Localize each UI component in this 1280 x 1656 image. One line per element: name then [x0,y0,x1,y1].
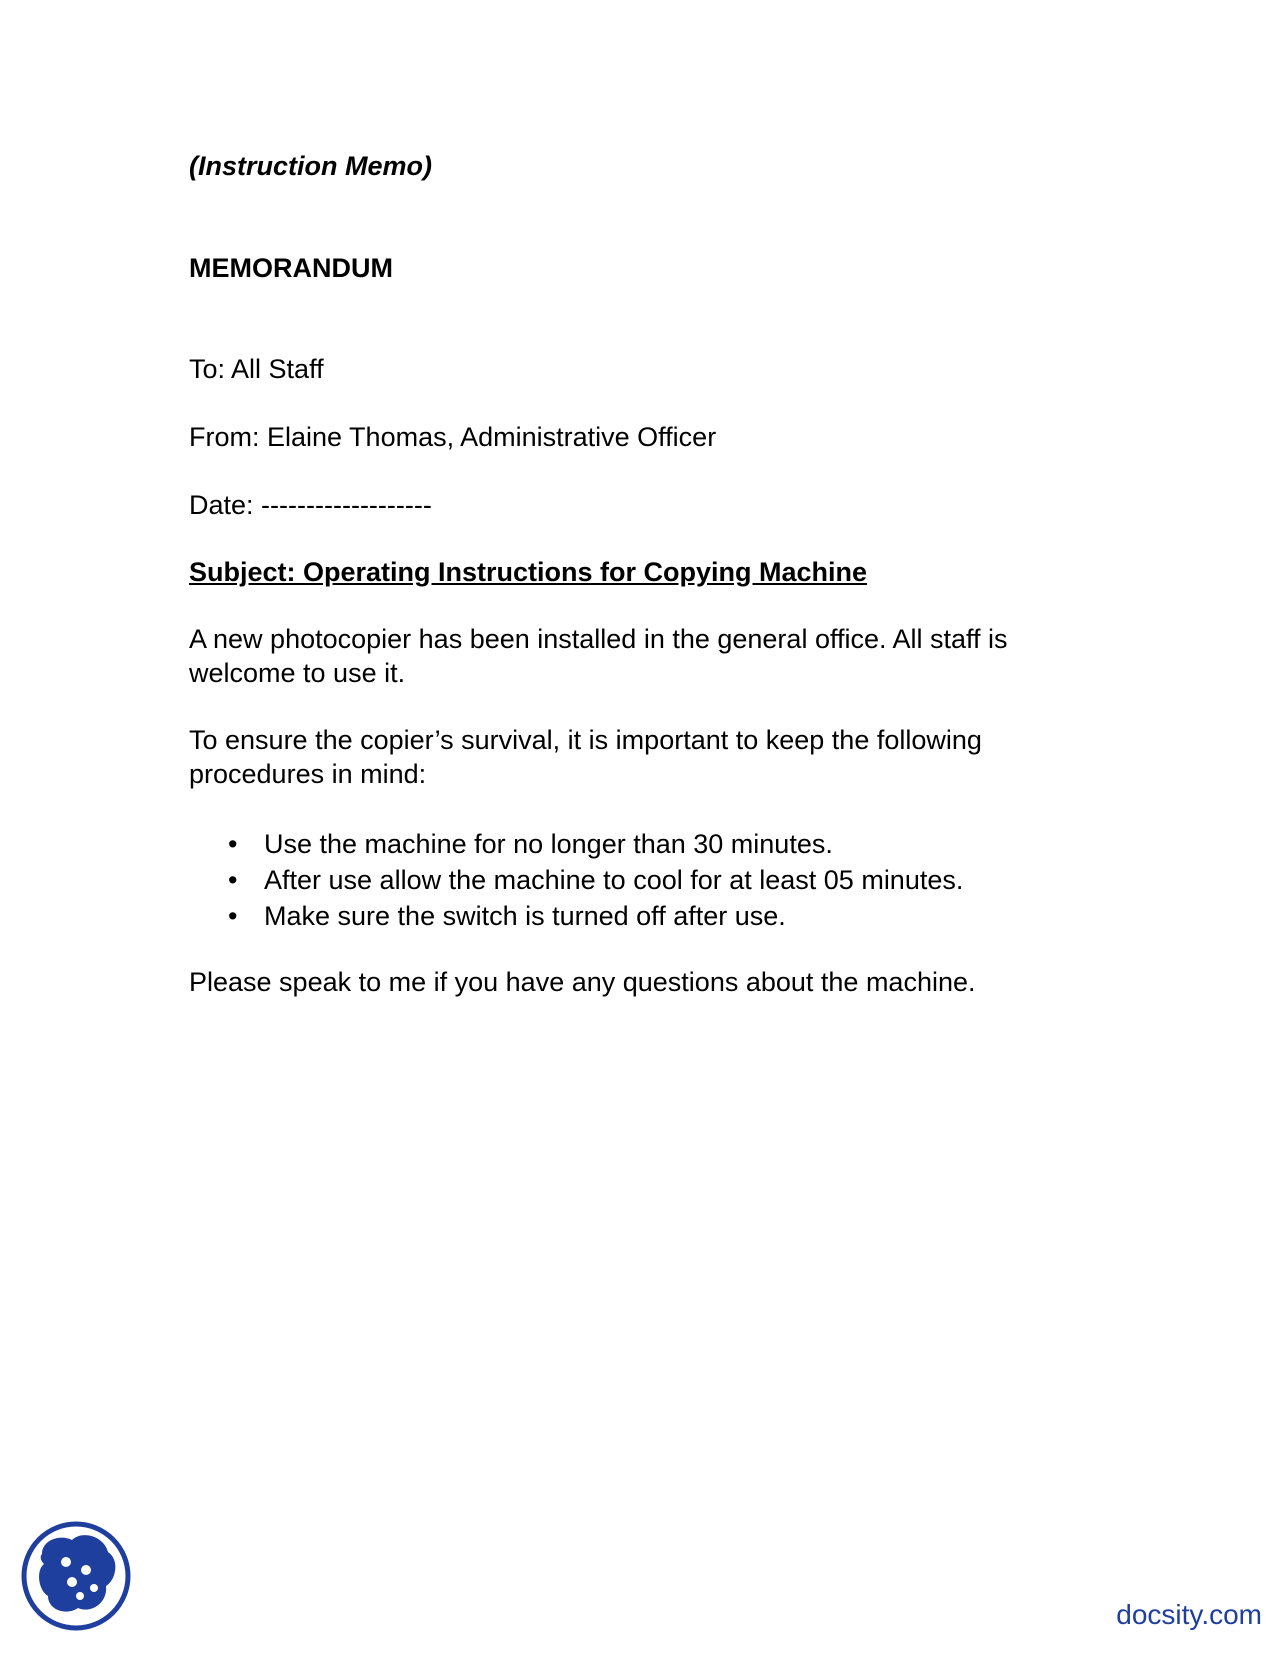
memo-type-label: (Instruction Memo) [189,151,432,181]
list-item-text: Use the machine for no longer than 30 minutes. [264,829,833,859]
memo-closing: Please speak to me if you have any questions about the machine. [189,967,976,997]
memo-heading: MEMORANDUM [189,253,393,283]
procedure-list [189,826,963,934]
docsity-brand-link[interactable]: docsity.com [1116,1599,1262,1630]
list-item [189,862,963,898]
bullet-icon: • [228,829,238,859]
list-item-text: After use allow the machine to cool for at least 05 minutes. [264,865,964,895]
bullet-icon: • [228,901,238,931]
docsity-logo-icon [20,1520,132,1632]
memo-subject: Subject: Operating Instructions for Copying Machine [189,557,868,587]
list-item [189,898,963,934]
bullet-icon: • [228,865,238,895]
memo-from-line: From: Elaine Thomas, Administrative Officer [189,422,717,452]
list-item-text: Make sure the switch is turned off after use. [264,901,786,931]
memo-paragraph-1: A new photocopier has been installed in the general office. All staff is welcome to use it. [189,624,1008,688]
memo-to-line: To: All Staff [189,354,324,384]
list-item [189,826,963,862]
memo-paragraph-2: To ensure the copier’s survival, it is important to keep the following procedures in mind: [189,725,982,789]
memo-date-line: Date: ------------------- [189,490,432,520]
